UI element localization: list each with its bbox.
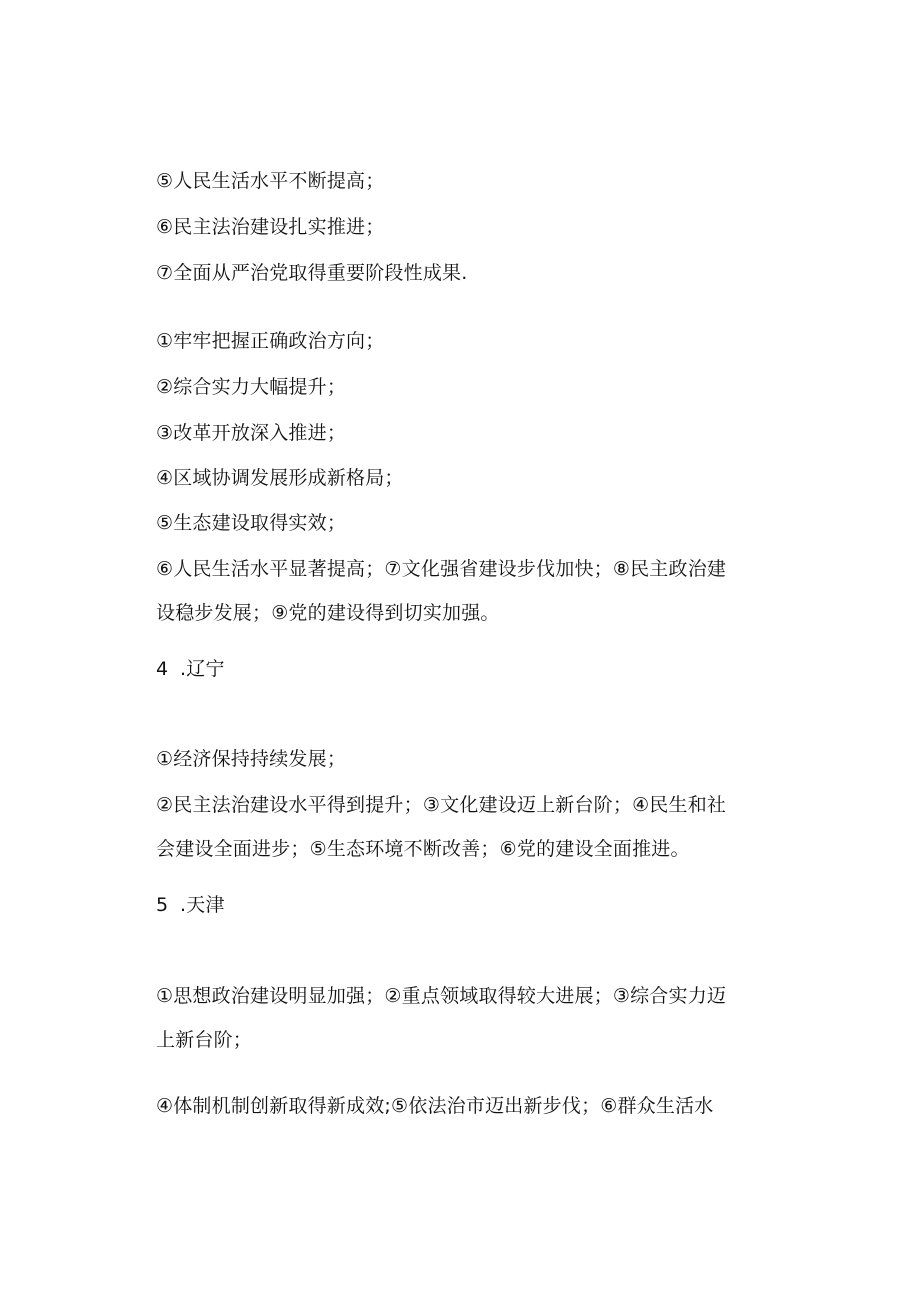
- text-line: ①牢牢把握正确政治方向；: [156, 330, 385, 352]
- text-line: ⑤生态建设取得实效；: [156, 512, 347, 534]
- text-line: ⑥民主法治建设扎实推进；: [156, 216, 385, 238]
- text-line: ②民主法治建设水平得到提升；③文化建设迈上新台阶；④民生和社: [156, 794, 727, 816]
- text-line: 上新台阶；: [156, 1029, 253, 1051]
- text-line: 会建设全面进步；⑤生态环境不断改善；⑥党的建设全面推进。: [156, 838, 690, 860]
- text-line: ③改革开放深入推进；: [156, 422, 347, 444]
- text-line: ⑦全面从严治党取得重要阶段性成果.: [156, 262, 468, 284]
- text-line: ④区域协调发展形成新格局；: [156, 467, 404, 489]
- text-line: ⑤人民生活水平不断提高；: [156, 170, 385, 192]
- section-heading-liaoning: [156, 654, 766, 684]
- text-line: ①思想政治建设明显加强；②重点领域取得较大进展；③综合实力迈: [156, 985, 727, 1007]
- text-line: ⑥人民生活水平显著提高；⑦文化强省建设步伐加快；⑧民主政治建: [156, 558, 727, 580]
- section-number: 5: [156, 894, 169, 916]
- section-title: .天津: [180, 894, 225, 916]
- text-line: ①经济保持持续发展；: [156, 748, 347, 770]
- text-line: 设稳步发展；⑨党的建设得到切实加强。: [156, 602, 500, 624]
- section-number: 4: [156, 658, 169, 680]
- text-line: ④体制机制创新取得新成效;⑤依法治市迈出新步伐；⑥群众生活水: [156, 1095, 714, 1117]
- section-title: .辽宁: [180, 658, 225, 680]
- section-heading-tianjin: [156, 890, 766, 920]
- text-line: ②综合实力大幅提升；: [156, 376, 347, 398]
